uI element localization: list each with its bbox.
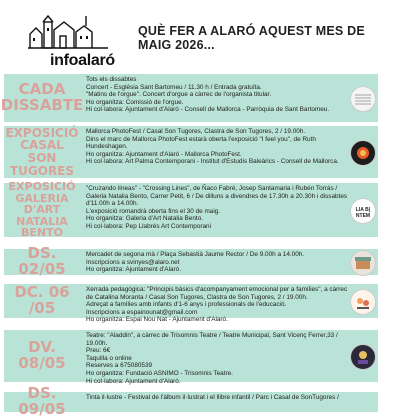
event-line: Hi col·labora: Ajuntament d'Alaró. — [86, 377, 181, 385]
event-line: Preu: 6€ — [86, 347, 111, 355]
event-line: Ho organitza: Comissió de l'orgue. — [86, 98, 184, 106]
event-line: Mallorca PhotoFest / Casal Son Tugores, Clastra de Son Tugores, 2 / 19.00h. — [86, 128, 306, 135]
event-line: Hi col·labora: Pep Llabrés Art Contemporani — [86, 222, 212, 230]
event-line: Teatre: "Aladdin", a càrrec de Trisomnis Teatre / Teatre Municipal, Sant Vicenç Ferrer,33 / 19.00h. — [86, 332, 338, 347]
event-line: Xerrada pedagògica: "Principis bàsics d'acompanyament emocional per a famílies", a càrrec de Catalina Moranta / Casal Son Tugores, Clastra de Son Tugores, 2 / 19.00h. — [86, 286, 348, 301]
event-row — [0, 180, 400, 240]
event-row — [0, 283, 400, 324]
event-line: Ho organitza: Espai Nou Nat - Ajuntament d'Alaró. — [86, 316, 228, 324]
event-description — [86, 185, 352, 231]
event-line: Inscripcions a svinyes@alaro.net — [86, 258, 180, 266]
event-line: Concert - Església Sant Bartomeu / 11.30 h / Entrada gratuïta. — [86, 83, 262, 91]
event-line: L'exposició romandrà oberta fins el 30 de maig. — [86, 207, 221, 215]
brand-name: infoalaró — [50, 52, 115, 69]
event-row — [0, 126, 400, 178]
event-line: Reserves a 675080539 — [86, 362, 153, 370]
event-description — [86, 332, 352, 385]
event-line: "Matins de l'orgue". Concert d'orgue a càrrec de l'organista titular. — [86, 91, 272, 99]
event-line: Adreçat a famílies amb infants d'1-6 anys i professionals de l'educació. — [86, 301, 287, 309]
event-date-label: CADA DISSABTE — [0, 80, 84, 114]
photo-icon — [350, 140, 376, 166]
event-line: Mercadet de segona mà / Plaça Sebastià Jaume Rector / De 9.00h a 14.00h. — [86, 251, 305, 258]
event-row — [0, 330, 400, 385]
infoalaro-logo — [26, 8, 115, 72]
event-line: Inscripcions a espainounat@gmail.com — [86, 308, 198, 316]
event-line: Taquilla o online — [86, 354, 132, 362]
event-description — [86, 286, 352, 324]
event-line: Tots els dissabtes — [86, 76, 137, 83]
event-description — [86, 394, 352, 402]
event-line: Ho organitza: Fundació ASNIMO - Trisomnis Teatre. — [86, 369, 233, 377]
event-line: "Cruzando líneas" - "Crossing Lines", de Ñaco Fabré, Josep Santamaria i Rubén Torrás / Galeria Natalia Bento, Carrer Petit, 6 / De dilluns a divendres de 17.30h a 20.30h i dissabtes d'11.00h a 14.00h. — [86, 185, 348, 208]
event-date-label: DC. 06 /05 — [14, 283, 70, 317]
event-date-label: DV. 08/05 — [18, 338, 66, 372]
event-description — [86, 76, 352, 114]
event-date-label: EXPOSICIÓ GALERIA D'ART NATALIA BENTO — [8, 180, 76, 240]
event-line: Hi col·labora: Art Palma Contemporani - Institut d'Estudis Baleàrics - Consell de Mallorca. — [86, 158, 339, 166]
event-line: Ho organitza: Ajuntament d'Alaró - Mallorca PhotoFest. — [86, 150, 242, 158]
market-icon — [350, 250, 376, 276]
talk-poster-icon — [350, 289, 376, 315]
gallery-logo-text: LIA B| NTEM — [355, 207, 371, 219]
gallery-logo-icon — [350, 198, 376, 224]
event-line: Ho organitza: Galeria d'Art Natalia Bento. — [86, 215, 204, 223]
event-row — [0, 244, 400, 278]
event-line: Tinta il·lustre - Festival de l'àlbum il·lustrat i el llibre infantil / Parc i Casal de SonTugores / — [86, 394, 339, 401]
event-line: Dins el marc de Mallorca PhotoFest estarà oberta l'exposició "I feel you", de Ruth Hundeshagen. — [86, 135, 316, 151]
event-row — [0, 384, 400, 418]
sheet-music-icon — [350, 86, 376, 112]
event-description — [86, 128, 352, 166]
event-date-label: DS. 09/05 — [18, 384, 66, 418]
village-skyline-icon — [26, 8, 110, 54]
event-date-label: EXPOSICIÓ CASAL SON TUGORES — [5, 125, 79, 178]
event-row — [0, 74, 400, 122]
page-title: QUÈ FER A ALARÓ AQUEST MES DE MAIG 2026... — [138, 24, 365, 52]
event-description — [86, 251, 352, 274]
theatre-icon — [350, 344, 376, 370]
event-line: Ho organitza: Ajuntament d'Alaró. — [86, 266, 182, 274]
event-date-label: DS. 02/05 — [18, 244, 66, 278]
event-line: Hi col·labora: Ajuntament d'Alaró - Consell de Mallorca - Parròquia de Sant Bartomeu. — [86, 106, 330, 114]
